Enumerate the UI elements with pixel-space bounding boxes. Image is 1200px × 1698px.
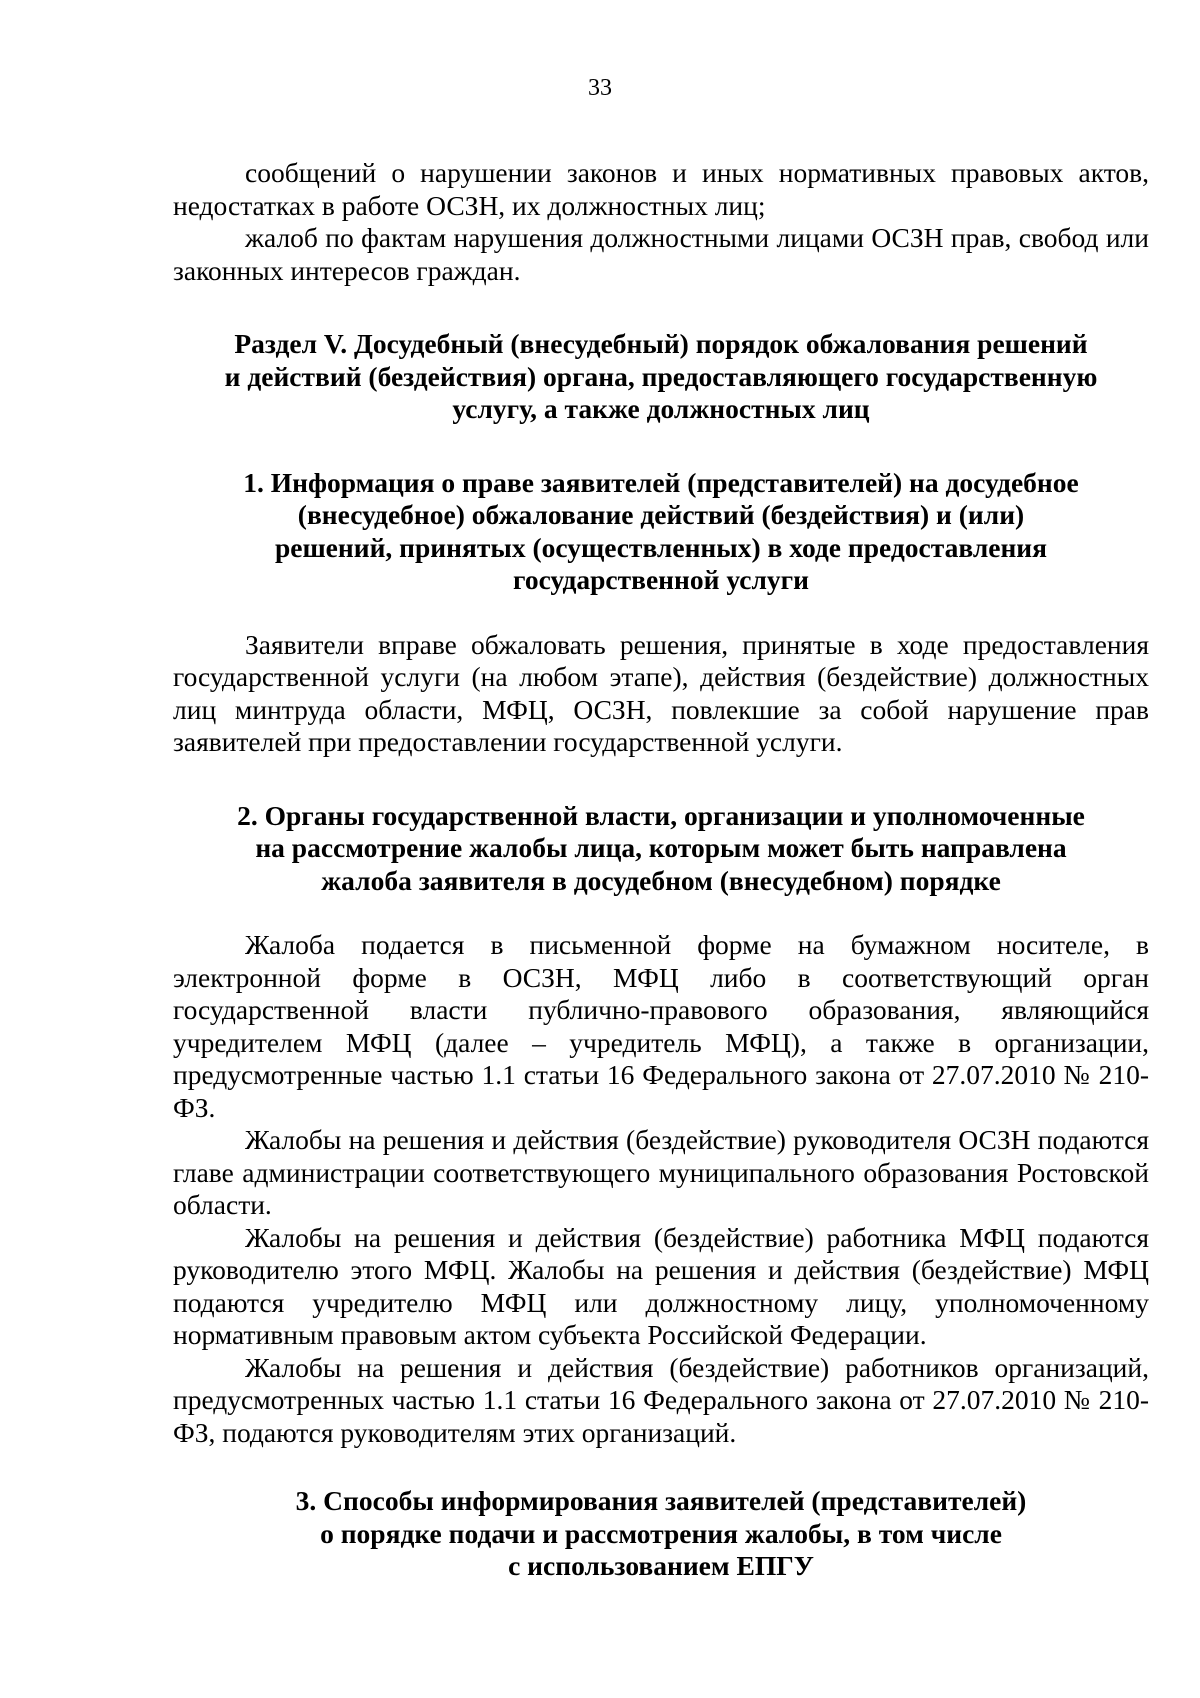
subsection-2-paragraph-1: Жалоба подается в письменной форме на бумажном носителе, в электронной форме в ОСЗН, МФЦ либо в соответствующий орган государственной власти публично-правового образования, являющийся учредителем МФЦ (далее – учредитель МФЦ), а также в организации, предусмотренные частью 1.1 статьи 16 Федерального закона от 27.07.2010 № 210-ФЗ. — [173, 929, 1149, 1123]
intro-paragraph-1: сообщений о нарушении законов и иных нормативных правовых актов, недостатках в работе ОСЗН, их должностных лиц; — [173, 157, 1149, 221]
subsection-2-heading-line-2: на рассмотрение жалобы лица, которым может быть направлена — [255, 832, 1067, 863]
subsection-2-heading-line-3: жалоба заявителя в досудебном (внесудебном) порядке — [321, 864, 1001, 896]
intro-paragraph-2: жалоб по фактам нарушения должностными лицами ОСЗН прав, свобод или законных интересов граждан. — [173, 222, 1149, 286]
subsection-2-paragraph-3: Жалобы на решения и действия (бездействие) работника МФЦ подаются руководителю этого МФЦ. Жалобы на решения и действия (бездействие) МФЦ подаются учредителю МФЦ или должностному лицу, уполномоченному нормативным правовым актом субъекта Российской Федерации. — [173, 1221, 1149, 1350]
subsection-2-heading — [173, 800, 1149, 898]
subsection-1-heading — [173, 467, 1149, 597]
section-heading — [173, 328, 1149, 426]
subsection-3-heading-line-1: 3. Способы информирования заявителей (представителей) — [295, 1485, 1027, 1516]
subsection-2-heading-line-1: 2. Органы государственной власти, организации и уполномоченные — [237, 799, 1085, 831]
subsection-3-heading-line-2: о порядке подачи и рассмотрения жалобы, в том числе — [320, 1517, 1002, 1549]
subsection-1-heading-line-2: (внесудебное) обжалование действий (бездействия) и (или) — [297, 499, 1025, 530]
subsection-2-paragraph-4: Жалобы на решения и действия (бездействие) работников организаций, предусмотренных частью 1.1 статьи 16 Федерального закона от 27.07.2010 № 210-ФЗ, подаются руководителям этих организаций. — [173, 1351, 1149, 1448]
subsection-1-paragraph-1: Заявители вправе обжаловать решения, принятые в ходе предоставления государственной услуги (на любом этапе), действия (бездействие) должностных лиц минтруда области, МФЦ, ОСЗН, повлекшие за собой нарушение прав заявителей при предоставлении государственной услуги. — [173, 628, 1149, 757]
page-content — [173, 157, 1149, 1583]
subsection-1-heading-line-3: решений, принятых (осуществленных) в ходе предоставления — [274, 531, 1048, 563]
section-heading-line-2: и действий (бездействия) органа, предоставляющего государственную — [224, 360, 1098, 392]
subsection-3-heading-line-3: с использованием ЕПГУ — [508, 1550, 814, 1581]
page-number: 33 — [588, 75, 612, 101]
subsection-1-heading-line-4: государственной услуги — [513, 564, 809, 595]
subsection-3-heading — [173, 1485, 1149, 1583]
section-heading-line-3: услугу, а также должностных лиц — [452, 393, 870, 424]
subsection-2-paragraph-2: Жалобы на решения и действия (бездействие) руководителя ОСЗН подаются главе администрации соответствующего муниципального образования Ростовской области. — [173, 1124, 1149, 1220]
subsection-1-heading-line-1: 1. Информация о праве заявителей (представителей) на досудебное — [243, 466, 1079, 498]
section-heading-line-1: Раздел V. Досудебный (внесудебный) порядок обжалования решений — [234, 328, 1088, 359]
